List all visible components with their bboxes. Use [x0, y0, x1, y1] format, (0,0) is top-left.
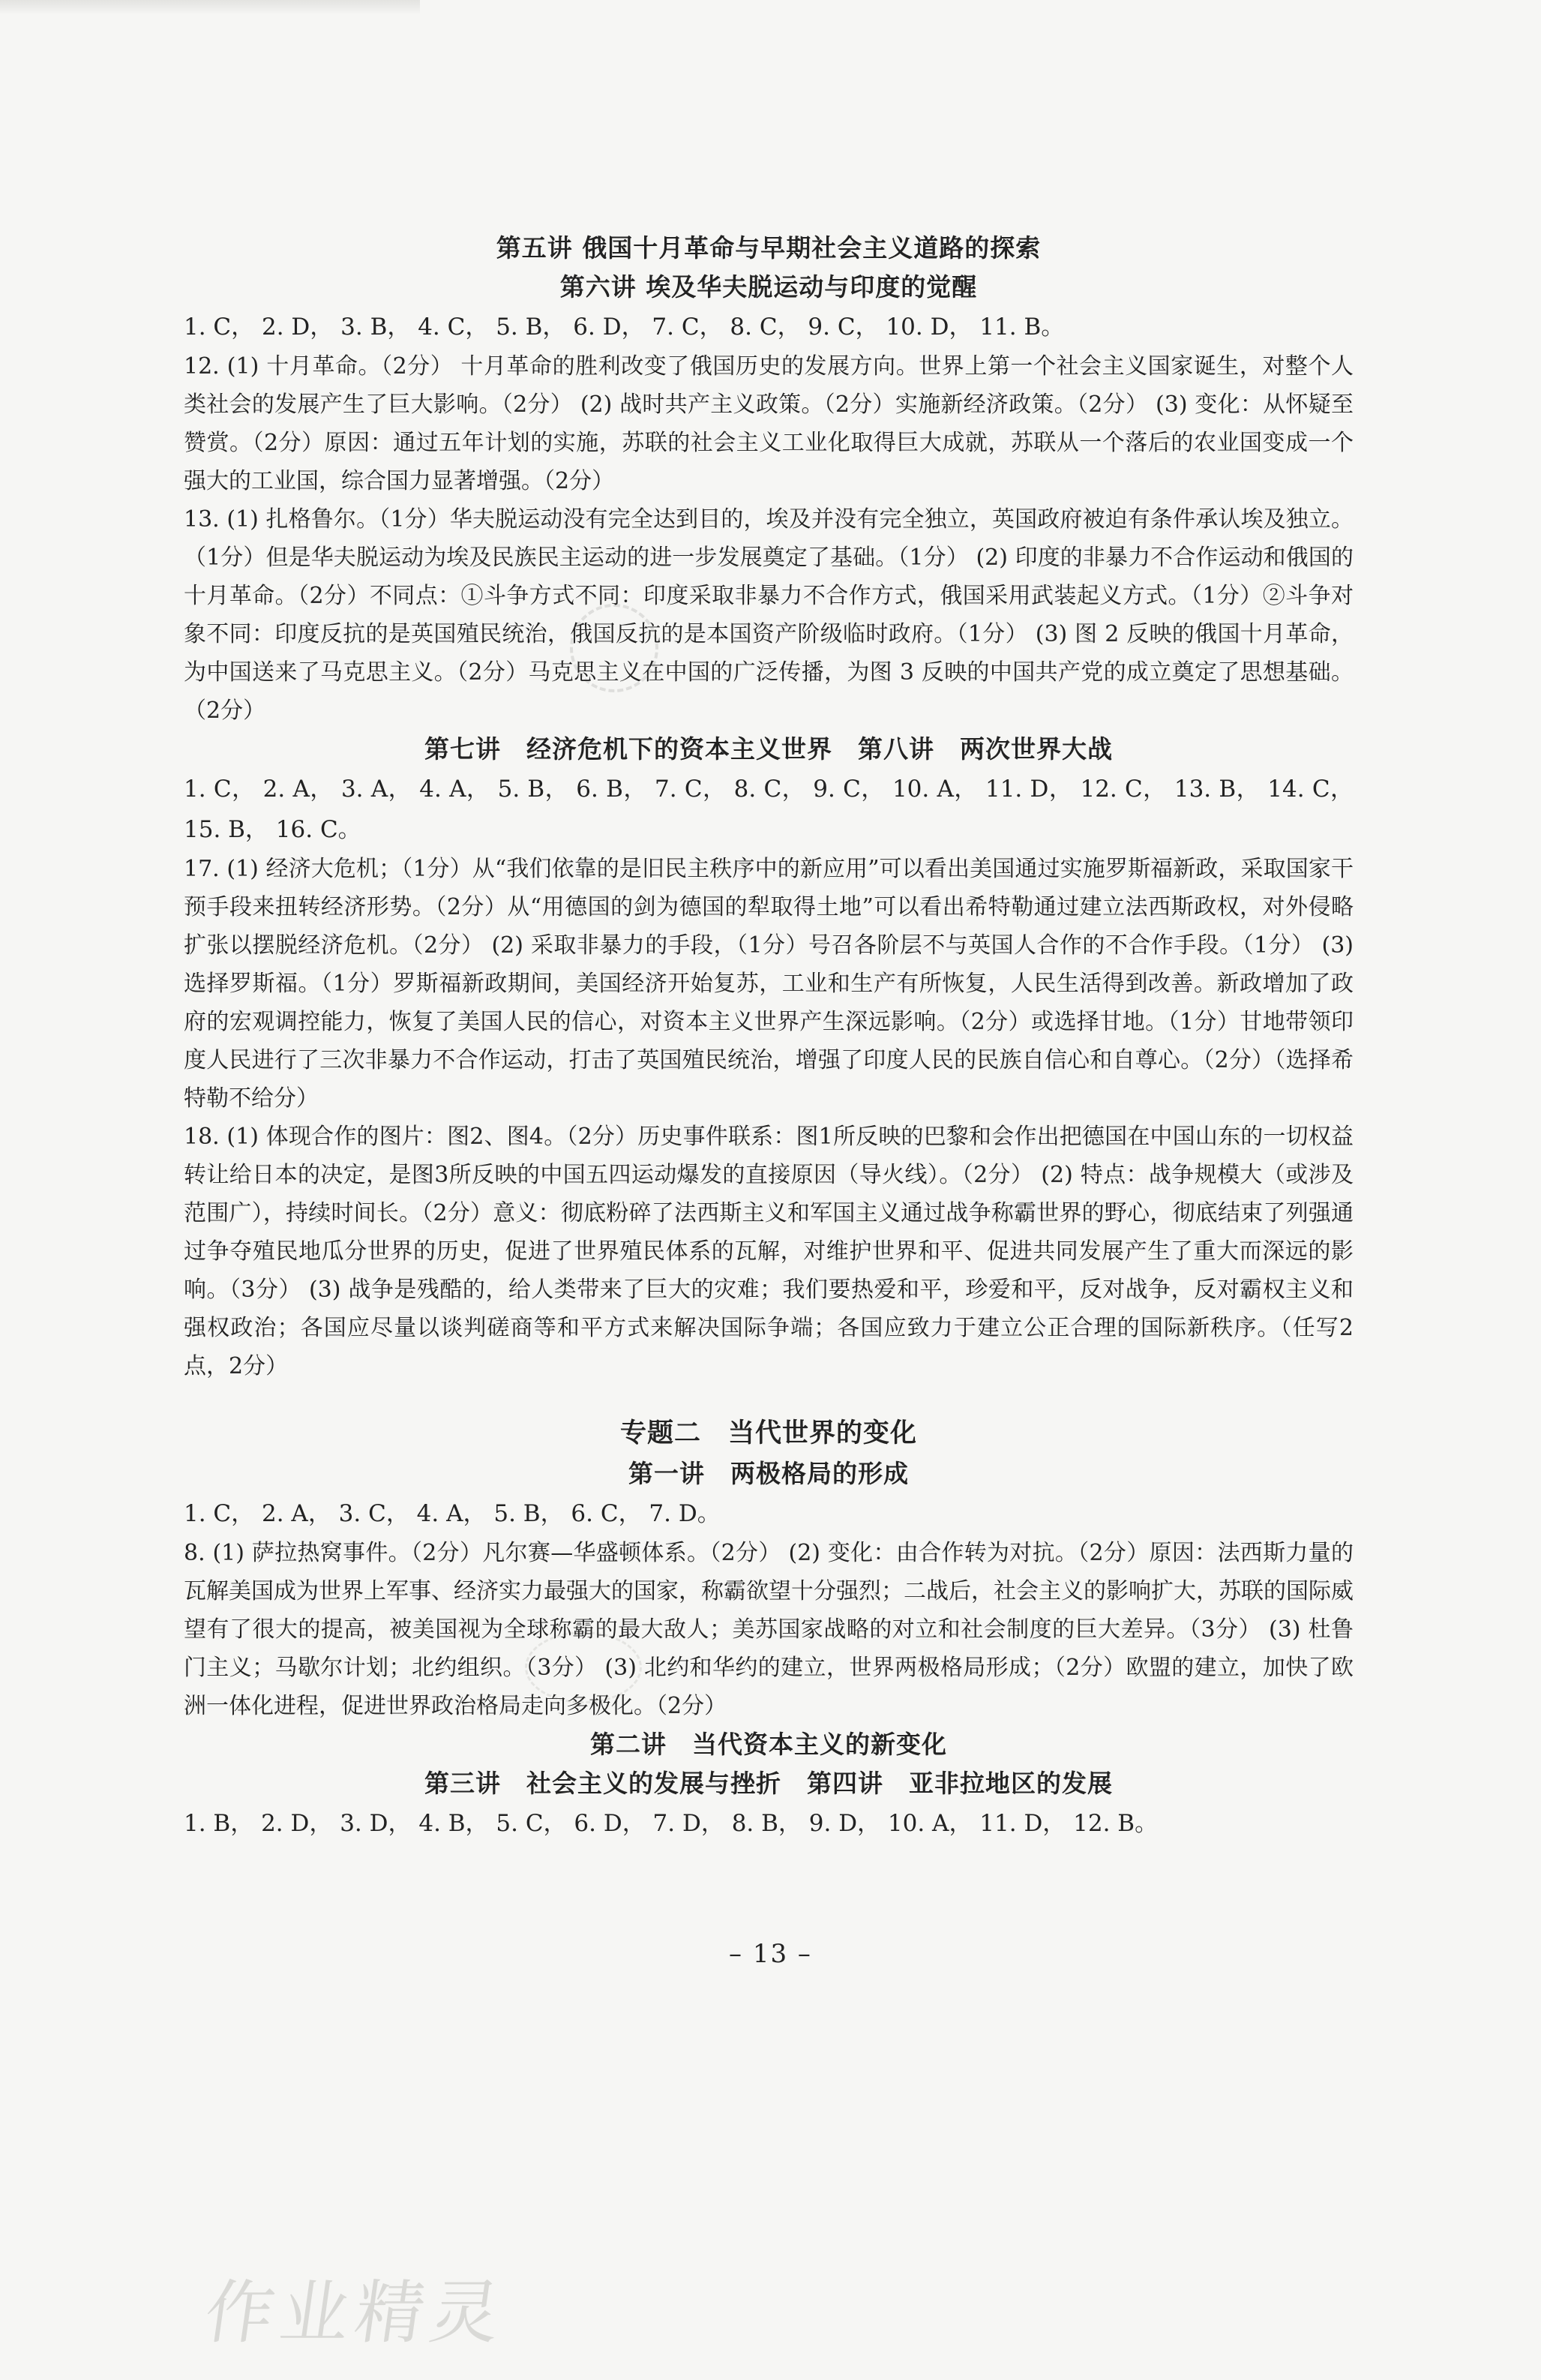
question-answer: 8. (1) 萨拉热窝事件。（2分）凡尔赛—华盛顿体系。（2分） (2) 变化：由合作转为对抗。（2分）原因：法西斯力量的瓦解美国成为世界上军事、经济实力最强大的国家，称霸欲望十分强烈；二战后，社会主义的影响扩大，苏联的国际威望有了很大的提高，被美国视为全球称霸的最大敌人；美苏国家战略的对立和社会制度的巨大差异。（3分） (3) 杜鲁门主义；马歇尔计划；北约组织。（3分） (3) 北约和华约的建立，世界两极格局形成；（2分）欧盟的建立，加快了欧洲一体化进程，促进世界政治格局走向多极化。（2分）	[184, 1540, 1354, 1719]
topic-heading: 专题二 当代世界的变化	[619, 1418, 917, 1448]
multiple-choice-answers: 1. C， 2. A， 3. C， 4. A， 5. B， 6. C， 7. D。	[184, 1500, 721, 1527]
watermark: 作业精灵	[199, 2273, 511, 2353]
answer-key-content	[184, 229, 1354, 1844]
multiple-choice-answers: 1. B， 2. D， 3. D， 4. B， 5. C， 6. D， 7. D， 8. B， 9. D， 10. A， 11. D， 12. B。	[184, 1810, 1159, 1837]
question-answer: 13. (1) 扎格鲁尔。（1分）华夫脱运动没有完全达到目的，埃及并没有完全独立，英国政府被迫有条件承认埃及独立。（1分）但是华夫脱运动为埃及民族民主运动的进一步发展奠定了基础。（1分） (2) 印度的非暴力不合作运动和俄国的十月革命。（2分）不同点：①斗争方式不同：印度采取非暴力不合作方式，俄国采用武装起义方式。（1分）②斗争对象不同：印度反抗的是英国殖民统治，俄国反抗的是本国资产阶级临时政府。（1分） (3) 图 2 反映的俄国十月革命，为中国送来了马克思主义。（2分）马克思主义在中国的广泛传播，为图 3 反映的中国共产党的成立奠定了思想基础。（2分）	[184, 506, 1354, 724]
multiple-choice-answers: 1. C， 2. D， 3. B， 4. C， 5. B， 6. D， 7. C， 8. C， 9. C， 10. D， 11. B。	[184, 314, 1065, 341]
lecture-heading: 第一讲 两极格局的形成	[628, 1459, 909, 1488]
question-answer: 17. (1) 经济大危机；（1分）从“我们依靠的是旧民主秩序中的新应用”可以看出美国通过实施罗斯福新政，采取国家干预手段来扭转经济形势。（2分）从“用德国的剑为德国的犁取得土地”可以看出希特勒通过建立法西斯政权，对外侵略扩张以摆脱经济危机。（2分） (2) 采取非暴力的手段，（1分）号召各阶层不与英国人合作的不合作手段。（1分） (3) 选择罗斯福。（1分）罗斯福新政期间，美国经济开始复苏，工业和生产有所恢复，人民生活得到改善。新政增加了政府的宏观调控能力，恢复了美国人民的信心，对资本主义世界产生深远影响。（2分）或选择甘地。（1分）甘地带领印度人民进行了三次非暴力不合作运动，打击了英国殖民统治，增强了印度人民的民族自信心和自尊心。（2分）（选择希特勒不给分）	[184, 856, 1354, 1112]
scan-artifact	[0, 0, 420, 15]
lecture-heading: 第六讲 埃及华夫脱运动与印度的觉醒	[559, 272, 978, 302]
question-answer: 18. (1) 体现合作的图片：图2、图4。（2分）历史事件联系：图1所反映的巴黎和会作出把德国在中国山东的一切权益转让给日本的决定，是图3所反映的中国五四运动爆发的直接原因（导火线）。（2分） (2) 特点：战争规模大（或涉及范围广），持续时间长。（2分）意义：彻底粉碎了法西斯主义和军国主义通过战争称霸世界的野心，彻底结束了列强通过争夺殖民地瓜分世界的历史，促进了世界殖民体系的瓦解，对维护世界和平、促进共同发展产生了重大而深远的影响。（3分） (3) 战争是残酷的，给人类带来了巨大的灾难；我们要热爱和平，珍爱和平，反对战争，反对霸权主义和强权政治；各国应尽量以谈判磋商等和平方式来解决国际争端；各国应致力于建立公正合理的国际新秩序。（任写2点，2分）	[184, 1124, 1354, 1379]
lecture-heading: 第二讲 当代资本主义的新变化	[590, 1730, 947, 1759]
question-answer: 12. (1) 十月革命。（2分） 十月革命的胜利改变了俄国历史的发展方向。世界上第一个社会主义国家诞生，对整个人类社会的发展产生了巨大影响。（2分） (2) 战时共产主义政策。（2分）实施新经济政策。（2分） (3) 变化：从怀疑至赞赏。（2分）原因：通过五年计划的实施，苏联的社会主义工业化取得巨大成就，苏联从一个落后的农业国变成一个强大的工业国，综合国力显著增强。（2分）	[184, 353, 1354, 494]
lecture-heading: 第七讲 经济危机下的资本主义世界 第八讲 两次世界大战	[424, 734, 1113, 764]
multiple-choice-answers: 1. C， 2. A， 3. A， 4. A， 5. B， 6. B， 7. C， 8. C， 9. C， 10. A， 11. D， 12. C， 13. B， 14. C， 15. B， 16. C。	[184, 776, 1354, 843]
page-number: – 13 –	[729, 1939, 812, 1969]
lecture-heading: 第三讲 社会主义的发展与挫折 第四讲 亚非拉地区的发展	[424, 1769, 1113, 1798]
lecture-heading: 第五讲 俄国十月革命与早期社会主义道路的探索	[496, 233, 1042, 263]
